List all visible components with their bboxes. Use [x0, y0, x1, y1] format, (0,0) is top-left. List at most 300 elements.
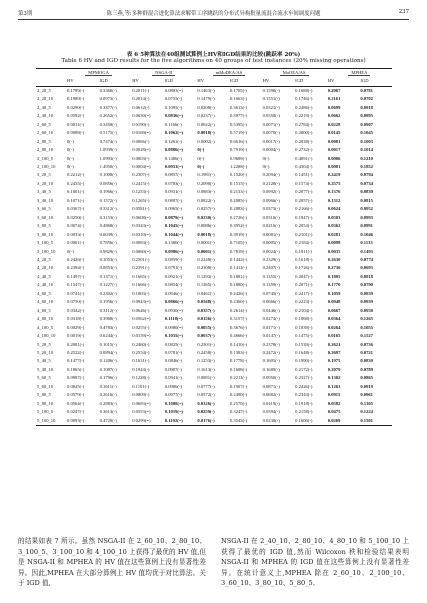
- metric-header: IGD: [164, 77, 197, 86]
- value-cell: 0.1805: [327, 273, 341, 279]
- algorithm-header: MPMOGA: [66, 69, 131, 78]
- instance-cell: 3_60_10: [37, 214, 54, 220]
- value-cell: 0.1166(-): [164, 121, 182, 127]
- table-row: [36, 417, 392, 426]
- value-cell: 0.0948: [327, 299, 341, 305]
- value-cell: 0.2697: [327, 349, 341, 355]
- value-cell: 0.0931(-): [164, 189, 183, 195]
- value-cell: 0.0086(-): [197, 223, 215, 229]
- table-row: [36, 180, 392, 188]
- value-cell: 0.2417(-): [295, 290, 313, 296]
- table-row: [36, 349, 392, 357]
- value-cell: 0.0318(-): [67, 316, 85, 322]
- value-cell: 0.0918: [360, 104, 373, 110]
- value-cell: 0.3543(-): [229, 417, 262, 426]
- table-row: [36, 104, 392, 112]
- table-row: [36, 315, 392, 323]
- metric-header: HV: [131, 77, 164, 86]
- value-cell: 0.2490(-): [229, 392, 248, 398]
- value-cell: 0.1003: [360, 138, 373, 144]
- value-cell: 0.0986(=): [164, 248, 184, 254]
- algorithm-header: NSGA-II: [131, 69, 196, 78]
- value-cell: 0.0321(-): [262, 104, 280, 110]
- table-row: [36, 391, 392, 399]
- value-cell: 0.0839: [360, 290, 373, 296]
- value-cell: 0.0055(-): [197, 324, 215, 330]
- instance-cell: 3_80_5: [37, 223, 51, 229]
- value-cell: 0.1778(-): [229, 358, 248, 364]
- value-cell: 0.0859(-): [164, 256, 183, 262]
- value-cell: 0.0915: [327, 392, 341, 398]
- value-cell: 0.2616(-): [99, 392, 117, 398]
- value-cell: 0.0037(-): [197, 333, 215, 339]
- value-cell: 0.2057(-): [295, 197, 313, 203]
- value-cell: 0.3968(-): [99, 316, 117, 322]
- value-cell: 0.2223(-): [295, 299, 313, 305]
- value-cell: 0.1411(-): [229, 265, 248, 271]
- value-cell: 0.4666(-): [229, 333, 248, 339]
- value-cell: 0.0326(-): [197, 400, 215, 406]
- value-cell: 0.0693: [360, 265, 373, 271]
- instance-cell: 3_80_10: [37, 231, 54, 237]
- value-cell: 0.2014(-): [132, 96, 150, 102]
- value-cell: 0.2081(-): [67, 341, 85, 347]
- metric-header: HV: [262, 77, 295, 86]
- value-cell: 0.1572(-): [99, 197, 117, 203]
- value-cell: 0.1501: [359, 417, 392, 426]
- value-cell: 0.1410(-): [229, 341, 248, 347]
- value-cell: 0.2090(-): [197, 180, 215, 186]
- table-row: [36, 324, 392, 332]
- value-cell: 0.0895: [360, 113, 373, 119]
- value-cell: 0.0781(-): [164, 349, 183, 355]
- value-cell: 0.0953(=): [164, 163, 184, 169]
- value-cell: 0.0024(-): [262, 248, 280, 254]
- value-cell: 0.0682(-): [262, 392, 280, 398]
- value-cell: 0.1515(-): [229, 180, 248, 186]
- value-cell: 0.1206(-): [99, 358, 117, 364]
- value-cell: 0.2736: [327, 265, 341, 271]
- value-cell: 0(-): [67, 248, 74, 254]
- value-cell: 0.1261(-): [164, 138, 183, 144]
- instance-cell: 2_60_10: [37, 130, 54, 136]
- value-cell: 0.2621: [327, 341, 341, 347]
- table-row: [36, 357, 392, 365]
- value-cell: 0.2047(-): [295, 273, 313, 279]
- instance-cell: 5_40_5: [37, 358, 51, 364]
- value-cell: 0.2158(-): [295, 409, 313, 415]
- instance-header: [36, 77, 66, 86]
- value-cell: 0.1479(-): [197, 96, 215, 102]
- value-cell: 0.0343(=): [132, 223, 151, 229]
- body-text-left-column: [18, 536, 206, 589]
- value-cell: 0.2094(-): [262, 172, 280, 178]
- table-row: [36, 239, 392, 247]
- value-cell: 0.1265(-): [132, 197, 150, 203]
- table-row: [36, 129, 392, 137]
- value-cell: 0.2166(-): [295, 206, 313, 212]
- algorithm-header: MaOEA/AS: [262, 69, 327, 78]
- value-cell: 0.0646(-): [132, 307, 150, 313]
- value-cell: 0.2343(-): [295, 392, 313, 398]
- value-cell: 0.0866(=): [164, 299, 184, 305]
- value-cell: 0.0250(-): [67, 214, 85, 220]
- results-table-body: [36, 86, 392, 425]
- value-cell: 0.1442(-): [229, 256, 248, 262]
- value-cell: 0.4783(-): [99, 324, 117, 330]
- value-cell: 0.1956(-): [99, 299, 117, 305]
- table-row: [36, 146, 392, 154]
- value-cell: 0.3360(-): [99, 87, 117, 93]
- issue-number: 第3期: [18, 11, 33, 17]
- instance-cell: 3_40_5: [37, 189, 51, 195]
- value-cell: 0.0579(-): [67, 392, 85, 398]
- value-cell: 0.0350(-): [262, 113, 280, 119]
- value-cell: 0.2407(-): [262, 265, 280, 271]
- value-cell: 0.2308(-): [197, 265, 215, 271]
- table-row: [36, 205, 392, 213]
- value-cell: 0.0237(-): [197, 113, 215, 119]
- value-cell: 0.1008(-): [99, 172, 117, 178]
- value-cell: 0.0939: [360, 299, 373, 305]
- value-cell: 0.1302: [327, 375, 341, 381]
- value-cell: 0.0228: [327, 121, 341, 127]
- value-cell: 0.2570(-): [229, 400, 248, 406]
- value-cell: 0.0965(-): [164, 206, 183, 212]
- value-cell: 0.7474(-): [99, 138, 117, 144]
- value-cell: 0.2426(-): [229, 290, 248, 296]
- value-cell: 0.7919(-): [229, 147, 248, 153]
- algorithm-header: mMoDEA/AS: [196, 69, 261, 78]
- value-cell: 0.0033(-): [67, 231, 85, 237]
- value-cell: 0.2614(-): [229, 307, 248, 313]
- value-cell: 0(-): [197, 155, 205, 161]
- table-row: [36, 408, 392, 416]
- table-row: [36, 222, 392, 230]
- value-cell: 0.0702: [360, 96, 373, 102]
- value-cell: 0.1608(-): [229, 366, 248, 372]
- table-row: [36, 95, 392, 103]
- value-cell: 0.0373(-): [262, 206, 280, 212]
- value-cell: 0.0259(-): [197, 409, 215, 415]
- metric-header: HV: [327, 77, 360, 86]
- value-cell: 0.1253(-): [132, 189, 150, 195]
- value-cell: 0.0083(-): [132, 240, 150, 246]
- value-cell: 0.0950(-): [262, 375, 280, 381]
- value-cell: 0.1868(-): [295, 316, 313, 322]
- instance-cell: 2_80_10: [37, 147, 54, 153]
- metric-header: HV: [196, 77, 229, 86]
- value-cell: 0.2128(-): [262, 180, 280, 186]
- value-cell: 0.2726(-): [229, 214, 248, 220]
- value-cell: 0.1001(-): [67, 189, 85, 195]
- value-cell: 0.2435(-): [67, 180, 85, 186]
- table-row: [36, 332, 392, 340]
- value-cell: 0.1088(=): [164, 400, 184, 406]
- value-cell: 0.1059: [327, 290, 341, 296]
- table-row: [36, 307, 392, 315]
- value-cell: 0.1944(-): [132, 366, 150, 372]
- value-cell: 0.6039(-): [99, 231, 117, 237]
- value-cell: 0.0630(=): [132, 113, 151, 119]
- metric-header: IGD: [99, 77, 132, 86]
- value-cell: 0.1380(-): [164, 240, 183, 246]
- value-cell: 0.0839: [360, 189, 373, 195]
- value-cell: 0.0592(-): [67, 113, 85, 119]
- value-cell: 0.1574(-): [295, 180, 313, 186]
- instance-cell: 2_40_5: [37, 104, 51, 110]
- value-cell: 0.0190(-): [132, 121, 150, 127]
- value-cell: 0.2501(-): [132, 256, 150, 262]
- value-cell: 0.1880(-): [229, 282, 248, 288]
- value-cell: 0.0098: [327, 240, 341, 246]
- value-cell: 0.0907: [360, 121, 373, 127]
- value-cell: 0.0017(-): [262, 138, 280, 144]
- value-cell: 0.1606(-): [294, 417, 327, 426]
- value-cell: 0.0987(-): [67, 375, 85, 381]
- value-cell: 0.1003(-): [132, 290, 150, 296]
- value-cell: 1.2288(-): [229, 163, 248, 169]
- value-cell: 0.1811(-): [295, 248, 313, 254]
- value-cell: 0.1224: [360, 409, 373, 415]
- value-cell: 0.0475: [327, 409, 341, 415]
- value-cell: 0.1618(-): [295, 256, 313, 262]
- value-cell: 0.0830: [360, 358, 373, 364]
- value-cell: 0.0794: [360, 172, 373, 178]
- table-caption-cn: 表 6 5种算法在40组测试算例上HV和IGD结果的比较(跳跃率 20%): [126, 52, 301, 58]
- value-cell: 0.0683(=): [132, 400, 151, 406]
- value-cell: 0.2732(-): [295, 147, 313, 153]
- value-cell: 0.0894(-): [99, 349, 117, 355]
- value-cell: 0.0846(-): [164, 358, 183, 364]
- value-cell: 0.1376: [327, 189, 341, 195]
- value-cell: 0.1918(-): [295, 400, 313, 406]
- value-cell: 0.0961: [360, 392, 373, 398]
- value-cell: 0.0857(-): [164, 172, 183, 178]
- value-cell: 0.2307(-): [132, 172, 150, 178]
- value-cell: 0.0362: [327, 223, 341, 229]
- value-cell: 0.1611(-): [99, 383, 117, 389]
- value-cell: 0.2472(-): [262, 349, 280, 355]
- value-cell: 0.3613(-): [99, 409, 117, 415]
- value-cell: 0.0208(-): [197, 104, 215, 110]
- instance-cell: 4_40_5: [37, 273, 51, 279]
- value-cell: 0.0001(-): [197, 248, 215, 254]
- value-cell: 0.0781: [360, 87, 373, 93]
- value-cell: 0.0093(-): [66, 417, 99, 426]
- value-cell: 0.3312(-): [99, 206, 117, 212]
- value-cell: 0.1907(-): [229, 383, 248, 389]
- value-cell: 0.0446(-): [262, 307, 280, 313]
- algorithm-header: MPHEA: [327, 69, 392, 78]
- value-cell: 0.6616(-): [229, 138, 248, 144]
- instance-cell: 4_20_10: [37, 265, 54, 271]
- value-cell: 0.0930: [360, 307, 373, 313]
- value-cell: 0.1613(-): [197, 366, 215, 372]
- metric-header: HV: [66, 77, 99, 86]
- value-cell: 0.1520(-): [229, 172, 248, 178]
- value-cell: 0.1228(-): [132, 375, 150, 381]
- table-row: [36, 298, 392, 306]
- value-cell: 0.3977(-): [229, 113, 248, 119]
- value-cell: 0.1547(-): [67, 282, 85, 288]
- value-cell: 0.0081: [327, 138, 341, 144]
- value-cell: 0.0394(-): [262, 409, 280, 415]
- value-cell: 0.0883(-): [197, 189, 215, 195]
- value-cell: 0.0774: [360, 256, 373, 262]
- value-cell: 0.1044(=): [164, 231, 184, 237]
- value-cell: 0.1062(=): [164, 130, 184, 136]
- value-cell: 0.0002(-): [197, 138, 215, 144]
- value-cell: 0.0001(-): [67, 240, 85, 246]
- value-cell: 0.1839(-): [295, 324, 313, 330]
- value-cell: 0.0281: [327, 231, 341, 237]
- value-cell: 0.1312: [327, 197, 341, 203]
- value-cell: 0.2460(-): [132, 341, 150, 347]
- value-cell: 0.0165: [327, 333, 341, 339]
- value-cell: 0.0980(=): [164, 324, 184, 330]
- value-cell: 0.0018(-): [197, 130, 215, 136]
- value-cell: 0.1477(-): [67, 358, 85, 364]
- value-cell: 0.0503: [327, 214, 341, 220]
- value-cell: 0.0581(-): [132, 206, 150, 212]
- value-cell: 0.0973(-): [99, 96, 117, 102]
- instance-cell: 3_40_10: [37, 197, 54, 203]
- value-cell: 0.0074(-): [67, 223, 85, 229]
- value-cell: 0.1881(-): [229, 273, 248, 279]
- value-cell: 0.0357(-): [197, 307, 215, 313]
- value-cell: 0.3153(-): [99, 214, 117, 220]
- value-cell: 0.2394(-): [67, 265, 85, 271]
- value-cell: 0.0582: [327, 400, 341, 406]
- value-cell: 0.0941(-): [164, 375, 183, 381]
- value-cell: 0.1305: [360, 400, 373, 406]
- value-cell: 0.0006: [327, 155, 341, 161]
- value-cell: 0.1551(-): [262, 96, 280, 102]
- value-cell: 0.1133: [360, 240, 373, 246]
- value-cell: 0.0871(-): [262, 383, 280, 389]
- table-row: [36, 366, 392, 374]
- value-cell: 0.1631(-): [132, 358, 150, 364]
- value-cell: 0.5719(-): [229, 130, 248, 136]
- value-cell: 0.0825(-): [164, 341, 183, 347]
- value-cell: 0.0612(-): [132, 104, 150, 110]
- value-cell: 0.0145: [327, 130, 341, 136]
- value-cell: 0.0666(-): [262, 299, 280, 305]
- value-cell: 0.2426(-): [67, 256, 85, 262]
- value-cell: 0.0461(-): [197, 290, 215, 296]
- value-cell: 0.1648(-): [295, 349, 313, 355]
- value-cell: 0.0790: [360, 282, 373, 288]
- value-cell: 0.9689(-): [229, 155, 248, 161]
- value-cell: 0(-): [262, 155, 270, 161]
- value-cell: 0.1947(-): [295, 214, 313, 220]
- value-cell: 0.2067: [327, 87, 341, 93]
- value-cell: 0.3613(-): [229, 104, 248, 110]
- value-cell: 0.1055: [360, 324, 373, 330]
- value-cell: 0.0247(-): [67, 409, 85, 415]
- value-cell: 0.0943(=): [132, 299, 151, 305]
- instance-cell: 4_80_10: [37, 316, 54, 322]
- value-cell: 0.0060(=): [132, 248, 151, 254]
- value-cell: 0.3247(-): [229, 409, 248, 415]
- value-cell: 0.0667: [327, 307, 341, 313]
- value-cell: 0.2391(-): [132, 265, 150, 271]
- value-cell: 0.1605(-): [262, 358, 280, 364]
- value-cell: 0.2211(-): [229, 375, 248, 381]
- metric-header: IGD: [229, 77, 262, 86]
- value-cell: 0.0745(-): [262, 290, 280, 296]
- value-cell: 0.0003(-): [132, 155, 150, 161]
- value-cell: 0.0734: [360, 180, 373, 186]
- value-cell: 0.0269: [327, 417, 360, 426]
- value-cell: 0.2071(-): [295, 282, 313, 288]
- page-number: 237: [398, 9, 409, 15]
- value-cell: 0.7105(-): [229, 240, 248, 246]
- instance-cell: 5_100_10: [36, 417, 66, 426]
- value-cell: 0.0310(=): [132, 231, 151, 237]
- value-cell: 0.0274(-): [262, 316, 280, 322]
- instance-cell: 5_80_10: [37, 400, 54, 406]
- value-cell: 0.1590(-): [262, 87, 280, 93]
- value-cell: 0.1989(-): [67, 96, 85, 102]
- table-caption-en: Table 6 HV and IGD results for the five algorithms on 40 groups of test instances (20% missing operations): [61, 58, 366, 64]
- value-cell: 0.1796(-): [99, 375, 117, 381]
- value-cell: 0.1371(-): [99, 273, 117, 279]
- value-cell: 0.0171(-): [262, 324, 280, 330]
- value-cell: 0.1383(-): [229, 349, 248, 355]
- value-cell: 0.0865: [360, 375, 373, 381]
- value-cell: 0.2248(-): [197, 256, 215, 262]
- value-cell: 0.0299(=): [131, 417, 164, 426]
- value-cell: 0.1981(-): [197, 172, 215, 178]
- value-cell: 0(-): [67, 163, 74, 169]
- table-row: [36, 374, 392, 382]
- algorithm-header-row: [36, 69, 392, 78]
- instance-cell: 4_60_10: [37, 299, 54, 305]
- value-cell: 0.1705(-): [229, 87, 248, 93]
- value-cell: 0.2054(-): [295, 223, 313, 229]
- value-cell: 0.2458(-): [197, 349, 215, 355]
- value-cell: 0.1210: [360, 155, 373, 161]
- table-row: [36, 400, 392, 408]
- value-cell: 0.0176(-): [196, 417, 229, 426]
- value-cell: 0.1095(-): [164, 104, 183, 110]
- value-cell: 0.0011(-): [67, 121, 85, 127]
- value-cell: 0.6244(-): [99, 333, 117, 339]
- value-cell: 0.0230(-): [262, 417, 295, 426]
- instance-cell: 5_60_10: [37, 383, 54, 389]
- value-cell: 0.9829(-): [99, 248, 117, 254]
- value-cell: 0.2784(-): [295, 121, 313, 127]
- value-cell: 0.0028(=): [132, 147, 151, 153]
- value-cell: 0.1486(-): [164, 155, 183, 161]
- value-cell: 0.2554(-): [132, 349, 150, 355]
- value-cell: 0.0699: [327, 104, 341, 110]
- value-cell: 0.0977(-): [164, 392, 183, 398]
- instance-cell: 5_100_5: [37, 409, 54, 415]
- value-cell: 0.1688(-): [295, 87, 313, 93]
- metric-header: IGD: [359, 77, 392, 86]
- value-cell: 0.1463(-): [197, 87, 215, 93]
- value-cell: 0.2415(-): [132, 180, 150, 186]
- table-row: [36, 138, 392, 146]
- instance-cell: 4_80_5: [37, 307, 51, 313]
- value-cell: 0.1663(-): [229, 96, 248, 102]
- value-cell: 0.2522(-): [67, 349, 85, 355]
- instance-cell: 2_20_10: [37, 96, 54, 102]
- value-cell: 0.0290(-): [67, 104, 85, 110]
